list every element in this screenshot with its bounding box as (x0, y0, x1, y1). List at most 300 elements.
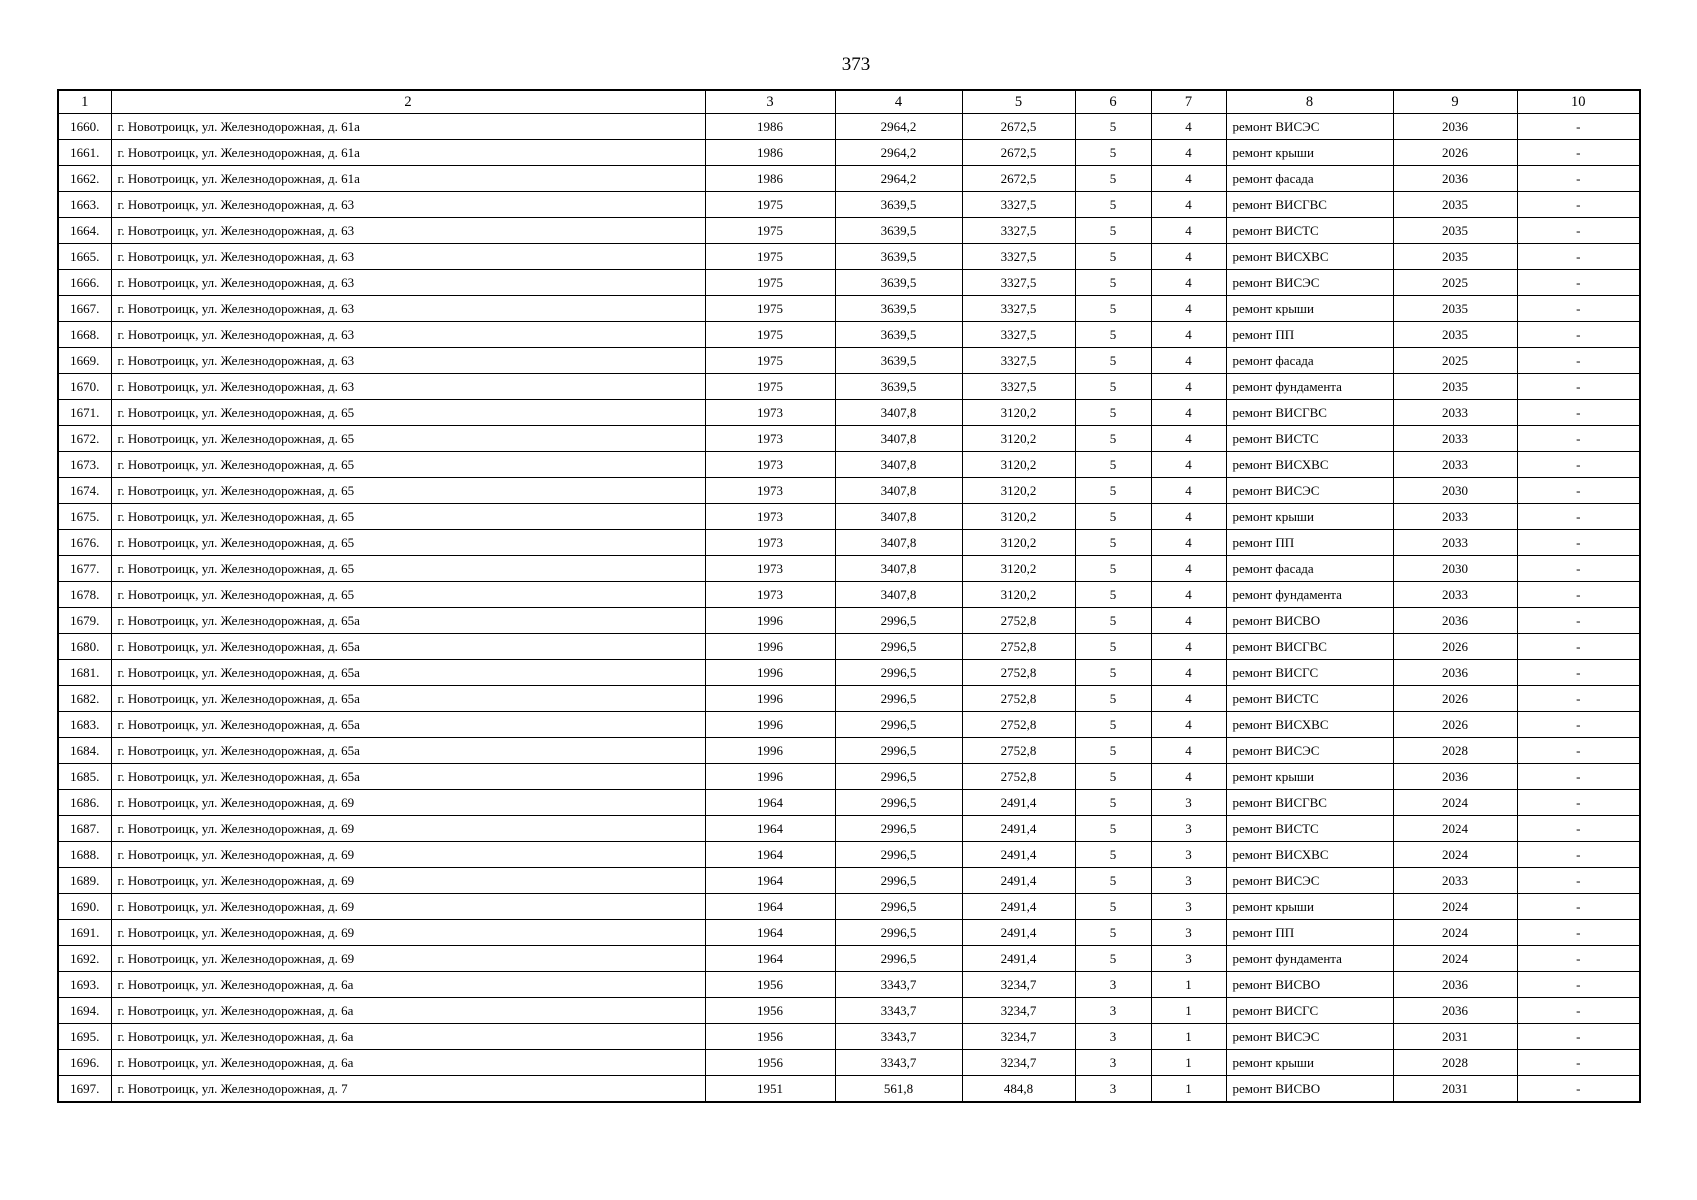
cell-row-number: 1667. (58, 296, 111, 322)
cell-total-area: 3407,8 (835, 452, 962, 478)
cell-living-area: 2752,8 (962, 660, 1075, 686)
cell-row-number: 1681. (58, 660, 111, 686)
table-row (58, 140, 1640, 166)
cell-row-number: 1692. (58, 946, 111, 972)
table-row (58, 894, 1640, 920)
table-row (58, 192, 1640, 218)
cell-note: - (1517, 790, 1640, 816)
table-row (58, 400, 1640, 426)
cell-living-area: 3327,5 (962, 244, 1075, 270)
table-row (58, 842, 1640, 868)
cell-entrances: 3 (1151, 920, 1226, 946)
cell-note: - (1517, 296, 1640, 322)
cell-total-area: 2996,5 (835, 842, 962, 868)
cell-build-year: 1996 (705, 686, 835, 712)
cell-row-number: 1696. (58, 1050, 111, 1076)
cell-note: - (1517, 1076, 1640, 1103)
cell-living-area: 3120,2 (962, 530, 1075, 556)
cell-note: - (1517, 374, 1640, 400)
cell-total-area: 2996,5 (835, 946, 962, 972)
cell-build-year: 1973 (705, 582, 835, 608)
cell-entrances: 4 (1151, 244, 1226, 270)
cell-build-year: 1986 (705, 140, 835, 166)
cell-total-area: 3639,5 (835, 348, 962, 374)
cell-note: - (1517, 868, 1640, 894)
cell-address: г. Новотроицк, ул. Железнодорожная, д. 65 (111, 452, 705, 478)
cell-entrances: 4 (1151, 192, 1226, 218)
table-row (58, 738, 1640, 764)
cell-work-type: ремонт крыши (1226, 296, 1393, 322)
cell-work-type: ремонт ВИСГВС (1226, 634, 1393, 660)
cell-note: - (1517, 478, 1640, 504)
cell-build-year: 1956 (705, 998, 835, 1024)
cell-living-area: 3120,2 (962, 582, 1075, 608)
cell-planned-year: 2033 (1393, 530, 1517, 556)
cell-address: г. Новотроицк, ул. Железнодорожная, д. 6а (111, 972, 705, 998)
cell-note: - (1517, 582, 1640, 608)
cell-row-number: 1675. (58, 504, 111, 530)
cell-build-year: 1964 (705, 894, 835, 920)
cell-work-type: ремонт ВИСВО (1226, 608, 1393, 634)
cell-work-type: ремонт ВИСТС (1226, 686, 1393, 712)
cell-living-area: 2752,8 (962, 738, 1075, 764)
cell-build-year: 1975 (705, 348, 835, 374)
cell-note: - (1517, 660, 1640, 686)
cell-entrances: 1 (1151, 1024, 1226, 1050)
cell-total-area: 2996,5 (835, 764, 962, 790)
cell-living-area: 2672,5 (962, 114, 1075, 140)
cell-planned-year: 2035 (1393, 296, 1517, 322)
cell-total-area: 2996,5 (835, 608, 962, 634)
cell-note: - (1517, 634, 1640, 660)
cell-floors: 5 (1075, 868, 1151, 894)
cell-total-area: 3407,8 (835, 504, 962, 530)
table-row (58, 1050, 1640, 1076)
cell-total-area: 3407,8 (835, 530, 962, 556)
cell-entrances: 4 (1151, 400, 1226, 426)
cell-living-area: 3327,5 (962, 192, 1075, 218)
cell-build-year: 1964 (705, 842, 835, 868)
cell-note: - (1517, 192, 1640, 218)
cell-total-area: 3407,8 (835, 400, 962, 426)
cell-planned-year: 2026 (1393, 634, 1517, 660)
cell-floors: 5 (1075, 634, 1151, 660)
cell-total-area: 3639,5 (835, 218, 962, 244)
cell-planned-year: 2033 (1393, 868, 1517, 894)
cell-floors: 5 (1075, 192, 1151, 218)
column-header: 8 (1226, 90, 1393, 114)
cell-planned-year: 2031 (1393, 1076, 1517, 1103)
cell-work-type: ремонт ВИСЭС (1226, 114, 1393, 140)
table-row (58, 452, 1640, 478)
cell-note: - (1517, 894, 1640, 920)
cell-address: г. Новотроицк, ул. Железнодорожная, д. 69 (111, 842, 705, 868)
cell-planned-year: 2035 (1393, 244, 1517, 270)
cell-planned-year: 2036 (1393, 764, 1517, 790)
cell-build-year: 1975 (705, 374, 835, 400)
table-row (58, 270, 1640, 296)
cell-row-number: 1684. (58, 738, 111, 764)
cell-address: г. Новотроицк, ул. Железнодорожная, д. 65 (111, 556, 705, 582)
cell-row-number: 1665. (58, 244, 111, 270)
cell-total-area: 3407,8 (835, 582, 962, 608)
cell-work-type: ремонт ВИСТС (1226, 816, 1393, 842)
cell-work-type: ремонт фундамента (1226, 582, 1393, 608)
cell-entrances: 4 (1151, 296, 1226, 322)
cell-living-area: 3120,2 (962, 426, 1075, 452)
column-header: 2 (111, 90, 705, 114)
cell-total-area: 2964,2 (835, 166, 962, 192)
cell-floors: 5 (1075, 816, 1151, 842)
cell-entrances: 4 (1151, 712, 1226, 738)
table-row (58, 660, 1640, 686)
cell-build-year: 1964 (705, 920, 835, 946)
cell-total-area: 3343,7 (835, 972, 962, 998)
cell-planned-year: 2028 (1393, 1050, 1517, 1076)
cell-work-type: ремонт ВИСТС (1226, 218, 1393, 244)
cell-total-area: 2996,5 (835, 816, 962, 842)
cell-floors: 5 (1075, 400, 1151, 426)
table-row (58, 972, 1640, 998)
cell-entrances: 3 (1151, 894, 1226, 920)
cell-row-number: 1674. (58, 478, 111, 504)
column-header: 1 (58, 90, 111, 114)
cell-entrances: 4 (1151, 686, 1226, 712)
cell-build-year: 1996 (705, 712, 835, 738)
cell-row-number: 1689. (58, 868, 111, 894)
cell-address: г. Новотроицк, ул. Железнодорожная, д. 65 (111, 504, 705, 530)
cell-living-area: 2491,4 (962, 816, 1075, 842)
cell-entrances: 4 (1151, 140, 1226, 166)
table-row (58, 348, 1640, 374)
column-header: 7 (1151, 90, 1226, 114)
cell-work-type: ремонт ВИСХВС (1226, 842, 1393, 868)
cell-note: - (1517, 556, 1640, 582)
cell-build-year: 1996 (705, 634, 835, 660)
cell-row-number: 1661. (58, 140, 111, 166)
cell-total-area: 2964,2 (835, 114, 962, 140)
cell-floors: 5 (1075, 478, 1151, 504)
cell-address: г. Новотроицк, ул. Железнодорожная, д. 65 (111, 582, 705, 608)
cell-address: г. Новотроицк, ул. Железнодорожная, д. 65 (111, 426, 705, 452)
cell-total-area: 2996,5 (835, 790, 962, 816)
table-row (58, 946, 1640, 972)
cell-living-area: 3120,2 (962, 504, 1075, 530)
cell-planned-year: 2035 (1393, 192, 1517, 218)
table-row (58, 920, 1640, 946)
cell-address: г. Новотроицк, ул. Железнодорожная, д. 63 (111, 296, 705, 322)
cell-work-type: ремонт крыши (1226, 140, 1393, 166)
cell-planned-year: 2036 (1393, 660, 1517, 686)
cell-build-year: 1973 (705, 400, 835, 426)
cell-total-area: 3407,8 (835, 426, 962, 452)
cell-build-year: 1996 (705, 764, 835, 790)
cell-planned-year: 2033 (1393, 426, 1517, 452)
cell-row-number: 1695. (58, 1024, 111, 1050)
cell-work-type: ремонт фундамента (1226, 946, 1393, 972)
cell-planned-year: 2036 (1393, 166, 1517, 192)
cell-build-year: 1973 (705, 478, 835, 504)
cell-work-type: ремонт фундамента (1226, 374, 1393, 400)
cell-floors: 5 (1075, 738, 1151, 764)
cell-floors: 5 (1075, 530, 1151, 556)
cell-living-area: 2491,4 (962, 920, 1075, 946)
cell-entrances: 4 (1151, 218, 1226, 244)
cell-entrances: 1 (1151, 972, 1226, 998)
cell-floors: 5 (1075, 582, 1151, 608)
cell-living-area: 2491,4 (962, 842, 1075, 868)
cell-row-number: 1679. (58, 608, 111, 634)
cell-note: - (1517, 972, 1640, 998)
cell-build-year: 1996 (705, 608, 835, 634)
cell-note: - (1517, 270, 1640, 296)
cell-address: г. Новотроицк, ул. Железнодорожная, д. 65а (111, 686, 705, 712)
table-row (58, 790, 1640, 816)
cell-address: г. Новотроицк, ул. Железнодорожная, д. 69 (111, 790, 705, 816)
cell-entrances: 4 (1151, 374, 1226, 400)
cell-floors: 5 (1075, 556, 1151, 582)
cell-address: г. Новотроицк, ул. Железнодорожная, д. 63 (111, 192, 705, 218)
cell-floors: 5 (1075, 842, 1151, 868)
cell-planned-year: 2036 (1393, 114, 1517, 140)
cell-floors: 5 (1075, 764, 1151, 790)
cell-planned-year: 2028 (1393, 738, 1517, 764)
cell-work-type: ремонт ВИСГС (1226, 998, 1393, 1024)
cell-work-type: ремонт крыши (1226, 504, 1393, 530)
cell-address: г. Новотроицк, ул. Железнодорожная, д. 61а (111, 114, 705, 140)
cell-entrances: 4 (1151, 660, 1226, 686)
cell-address: г. Новотроицк, ул. Железнодорожная, д. 65 (111, 400, 705, 426)
cell-build-year: 1973 (705, 530, 835, 556)
column-header: 6 (1075, 90, 1151, 114)
cell-total-area: 3343,7 (835, 998, 962, 1024)
cell-living-area: 3120,2 (962, 556, 1075, 582)
cell-row-number: 1673. (58, 452, 111, 478)
cell-note: - (1517, 1024, 1640, 1050)
cell-work-type: ремонт ПП (1226, 530, 1393, 556)
cell-build-year: 1964 (705, 790, 835, 816)
cell-living-area: 484,8 (962, 1076, 1075, 1103)
cell-total-area: 2996,5 (835, 894, 962, 920)
table-row (58, 582, 1640, 608)
cell-floors: 5 (1075, 140, 1151, 166)
cell-work-type: ремонт фасада (1226, 166, 1393, 192)
cell-note: - (1517, 322, 1640, 348)
table-row (58, 608, 1640, 634)
cell-planned-year: 2033 (1393, 400, 1517, 426)
table-row (58, 1076, 1640, 1103)
cell-floors: 5 (1075, 504, 1151, 530)
cell-living-area: 2752,8 (962, 686, 1075, 712)
cell-planned-year: 2026 (1393, 140, 1517, 166)
cell-row-number: 1691. (58, 920, 111, 946)
cell-address: г. Новотроицк, ул. Железнодорожная, д. 61а (111, 140, 705, 166)
cell-row-number: 1670. (58, 374, 111, 400)
cell-entrances: 4 (1151, 764, 1226, 790)
cell-work-type: ремонт ВИСЭС (1226, 738, 1393, 764)
cell-total-area: 2996,5 (835, 920, 962, 946)
cell-planned-year: 2024 (1393, 894, 1517, 920)
table-row (58, 244, 1640, 270)
cell-note: - (1517, 608, 1640, 634)
cell-work-type: ремонт крыши (1226, 764, 1393, 790)
cell-planned-year: 2024 (1393, 920, 1517, 946)
cell-address: г. Новотроицк, ул. Железнодорожная, д. 65 (111, 530, 705, 556)
cell-work-type: ремонт ПП (1226, 322, 1393, 348)
table-row (58, 426, 1640, 452)
cell-address: г. Новотроицк, ул. Железнодорожная, д. 65а (111, 660, 705, 686)
cell-total-area: 3639,5 (835, 374, 962, 400)
cell-planned-year: 2024 (1393, 842, 1517, 868)
cell-address: г. Новотроицк, ул. Железнодорожная, д. 69 (111, 946, 705, 972)
cell-address: г. Новотроицк, ул. Железнодорожная, д. 6а (111, 1024, 705, 1050)
cell-living-area: 3234,7 (962, 1024, 1075, 1050)
cell-living-area: 3120,2 (962, 452, 1075, 478)
cell-living-area: 3327,5 (962, 218, 1075, 244)
cell-build-year: 1973 (705, 426, 835, 452)
table-row (58, 634, 1640, 660)
cell-note: - (1517, 764, 1640, 790)
cell-row-number: 1668. (58, 322, 111, 348)
cell-work-type: ремонт фасада (1226, 556, 1393, 582)
cell-build-year: 1996 (705, 738, 835, 764)
cell-total-area: 2996,5 (835, 660, 962, 686)
cell-build-year: 1975 (705, 244, 835, 270)
table-row (58, 218, 1640, 244)
cell-living-area: 2491,4 (962, 790, 1075, 816)
cell-planned-year: 2026 (1393, 686, 1517, 712)
cell-work-type: ремонт ПП (1226, 920, 1393, 946)
cell-row-number: 1662. (58, 166, 111, 192)
table-row (58, 478, 1640, 504)
cell-build-year: 1951 (705, 1076, 835, 1103)
cell-address: г. Новотроицк, ул. Железнодорожная, д. 63 (111, 270, 705, 296)
cell-build-year: 1964 (705, 946, 835, 972)
cell-row-number: 1688. (58, 842, 111, 868)
cell-work-type: ремонт ВИСХВС (1226, 244, 1393, 270)
column-header: 9 (1393, 90, 1517, 114)
cell-note: - (1517, 166, 1640, 192)
cell-total-area: 3639,5 (835, 296, 962, 322)
table-body (58, 114, 1640, 1103)
cell-row-number: 1677. (58, 556, 111, 582)
cell-living-area: 3120,2 (962, 400, 1075, 426)
cell-entrances: 4 (1151, 556, 1226, 582)
cell-work-type: ремонт ВИСЭС (1226, 1024, 1393, 1050)
cell-living-area: 3327,5 (962, 322, 1075, 348)
cell-floors: 3 (1075, 1076, 1151, 1103)
table-row (58, 166, 1640, 192)
cell-work-type: ремонт ВИСЭС (1226, 478, 1393, 504)
cell-address: г. Новотроицк, ул. Железнодорожная, д. 65а (111, 738, 705, 764)
cell-living-area: 3327,5 (962, 374, 1075, 400)
cell-floors: 5 (1075, 790, 1151, 816)
cell-build-year: 1986 (705, 166, 835, 192)
cell-address: г. Новотроицк, ул. Железнодорожная, д. 65 (111, 478, 705, 504)
column-header: 5 (962, 90, 1075, 114)
cell-note: - (1517, 426, 1640, 452)
cell-entrances: 4 (1151, 114, 1226, 140)
table-row (58, 686, 1640, 712)
cell-note: - (1517, 400, 1640, 426)
cell-planned-year: 2030 (1393, 478, 1517, 504)
cell-address: г. Новотроицк, ул. Железнодорожная, д. 69 (111, 816, 705, 842)
cell-floors: 5 (1075, 166, 1151, 192)
cell-entrances: 3 (1151, 946, 1226, 972)
cell-planned-year: 2036 (1393, 972, 1517, 998)
cell-work-type: ремонт фасада (1226, 348, 1393, 374)
cell-total-area: 2996,5 (835, 712, 962, 738)
cell-entrances: 4 (1151, 634, 1226, 660)
cell-note: - (1517, 504, 1640, 530)
cell-entrances: 4 (1151, 738, 1226, 764)
cell-note: - (1517, 842, 1640, 868)
cell-row-number: 1663. (58, 192, 111, 218)
cell-living-area: 2491,4 (962, 868, 1075, 894)
table-row (58, 556, 1640, 582)
cell-entrances: 4 (1151, 582, 1226, 608)
cell-total-area: 2996,5 (835, 686, 962, 712)
cell-address: г. Новотроицк, ул. Железнодорожная, д. 69 (111, 868, 705, 894)
cell-build-year: 1956 (705, 1024, 835, 1050)
cell-living-area: 3327,5 (962, 270, 1075, 296)
cell-entrances: 4 (1151, 166, 1226, 192)
cell-work-type: ремонт ВИСВО (1226, 1076, 1393, 1103)
cell-floors: 5 (1075, 452, 1151, 478)
column-header: 3 (705, 90, 835, 114)
cell-planned-year: 2026 (1393, 712, 1517, 738)
page-number: 373 (841, 54, 871, 75)
cell-floors: 5 (1075, 686, 1151, 712)
cell-entrances: 4 (1151, 504, 1226, 530)
cell-floors: 3 (1075, 998, 1151, 1024)
cell-planned-year: 2024 (1393, 946, 1517, 972)
column-header: 10 (1517, 90, 1640, 114)
cell-planned-year: 2036 (1393, 998, 1517, 1024)
cell-floors: 5 (1075, 374, 1151, 400)
cell-note: - (1517, 998, 1640, 1024)
cell-build-year: 1986 (705, 114, 835, 140)
cell-row-number: 1669. (58, 348, 111, 374)
cell-floors: 5 (1075, 608, 1151, 634)
cell-work-type: ремонт ВИСХВС (1226, 452, 1393, 478)
cell-living-area: 2672,5 (962, 140, 1075, 166)
cell-note: - (1517, 452, 1640, 478)
cell-row-number: 1664. (58, 218, 111, 244)
cell-build-year: 1975 (705, 296, 835, 322)
cell-note: - (1517, 140, 1640, 166)
cell-entrances: 4 (1151, 478, 1226, 504)
cell-address: г. Новотроицк, ул. Железнодорожная, д. 65а (111, 608, 705, 634)
cell-address: г. Новотроицк, ул. Железнодорожная, д. 69 (111, 894, 705, 920)
cell-build-year: 1956 (705, 1050, 835, 1076)
cell-build-year: 1973 (705, 504, 835, 530)
cell-note: - (1517, 816, 1640, 842)
cell-planned-year: 2035 (1393, 374, 1517, 400)
cell-note: - (1517, 114, 1640, 140)
table-row (58, 322, 1640, 348)
cell-planned-year: 2024 (1393, 816, 1517, 842)
cell-address: г. Новотроицк, ул. Железнодорожная, д. 65а (111, 764, 705, 790)
cell-row-number: 1697. (58, 1076, 111, 1103)
cell-work-type: ремонт ВИСЭС (1226, 868, 1393, 894)
cell-row-number: 1676. (58, 530, 111, 556)
cell-floors: 5 (1075, 660, 1151, 686)
cell-total-area: 561,8 (835, 1076, 962, 1103)
cell-floors: 5 (1075, 296, 1151, 322)
cell-living-area: 2752,8 (962, 608, 1075, 634)
table-row (58, 764, 1640, 790)
